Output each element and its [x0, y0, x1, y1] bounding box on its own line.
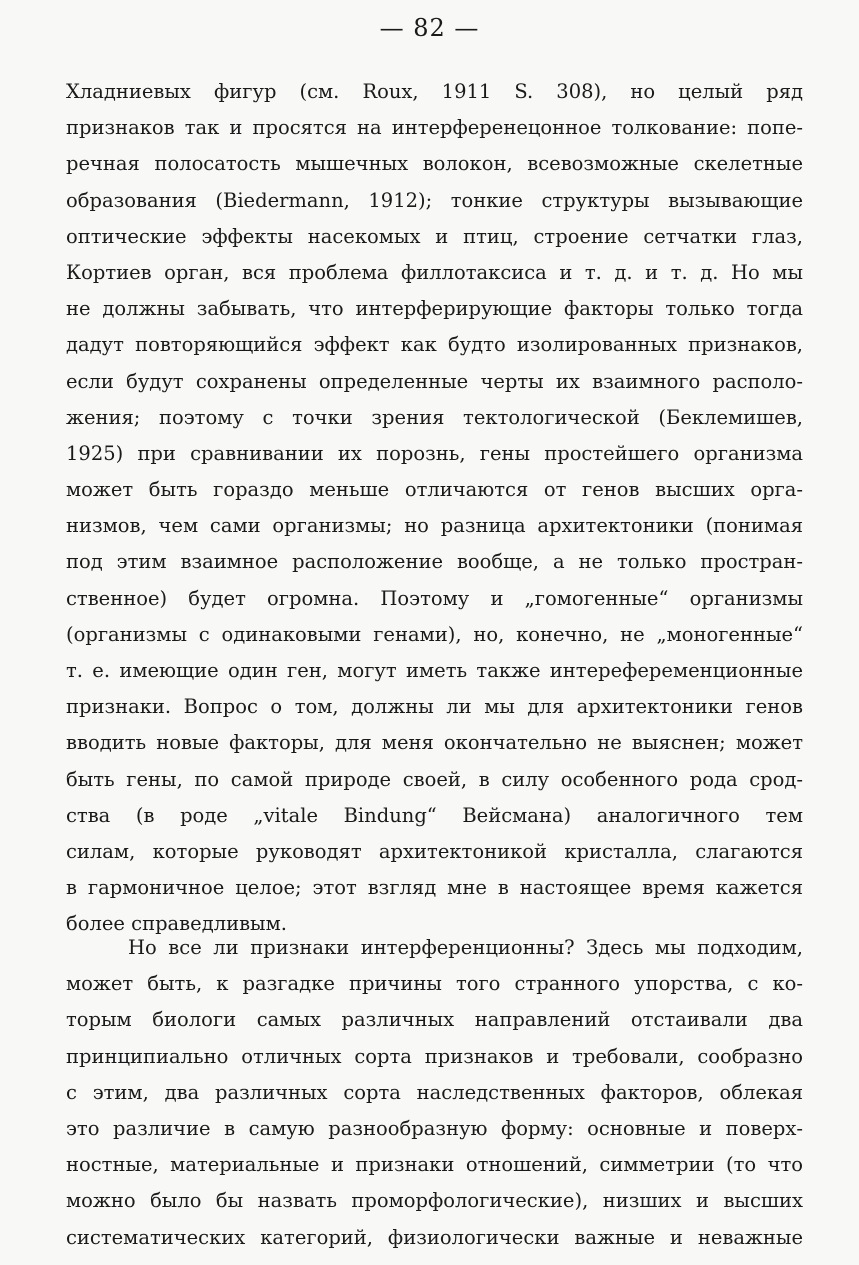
text-line: с этим, два различных сорта наследственных факторов, облекая — [66, 1080, 803, 1104]
paragraph-2 — [66, 930, 803, 1256]
paragraph-1 — [66, 74, 803, 943]
text-line: под этим взаимное расположение вообще, а не только простран- — [66, 550, 803, 574]
text-line: ственное) будет огромна. Поэтому и „гомогенные“ организмы — [66, 586, 803, 610]
text-line: если будут сохранены определенные черты их взаимного располо- — [66, 369, 803, 393]
text-line: образования (Biedermann, 1912); тонкие структуры вызывающие — [66, 188, 803, 212]
text-line: Кортиев орган, вся проблема филлотаксиса и т. д. и т. д. Но мы — [66, 260, 803, 284]
text-line: в гармоничное целое; этот взгляд мне в настоящее время кажется — [66, 876, 803, 900]
text-line: силам, которые руководят архитектоникой кристалла, слагаются — [66, 839, 803, 863]
text-line: Но все ли признаки интерференционны? Здесь мы подходим, — [128, 936, 803, 959]
text-line: можно было бы назвать проморфологические), низших и высших — [66, 1189, 803, 1213]
text-line: 1925) при сравнивании их порознь, гены простейшего организма — [66, 441, 803, 465]
text-line: ностные, материальные и признаки отношений, симметрии (то что — [66, 1153, 803, 1177]
text-line: (организмы с одинаковыми генами), но, конечно, не „моногенные“ — [66, 622, 803, 646]
text-line: может быть, к разгадке причины того странного упорства, с ко- — [66, 972, 803, 996]
text-line: быть гены, по самой природе своей, в силу особенного рода срод- — [66, 767, 803, 791]
text-line: жения; поэтому с точки зрения тектологической (Беклемишев, — [66, 405, 803, 429]
text-line: вводить новые факторы, для меня окончательно не выяснен; может — [66, 731, 803, 755]
text-line: речная полосатость мышечных волокон, всевозможные скелетные — [66, 152, 803, 176]
text-line: Хладниевых фигур (см. Roux, 1911 S. 308), но целый ряд — [66, 80, 803, 103]
text-line: оптические эффекты насекомых и птиц, строение сетчатки глаз, — [66, 224, 803, 248]
text-line: это различие в самую разнообразную форму: основные и поверх- — [66, 1116, 803, 1140]
page-number: — 82 — — [379, 14, 480, 42]
text-line: может быть гораздо меньше отличаются от генов высших орга- — [66, 478, 803, 502]
text-line: дадут повторяющийся эффект как будто изолированных признаков, — [66, 333, 803, 357]
text-line: признаки. Вопрос о том, должны ли мы для архитектоники генов — [66, 695, 803, 719]
text-line: систематических категорий, физиологически важные и неважные — [66, 1225, 803, 1249]
text-line: не должны забывать, что интерферирующие факторы только тогда — [66, 297, 803, 321]
text-line: признаков так и просятся на интерференецонное толкование: попе- — [66, 116, 803, 140]
text-line: торым биологи самых различных направлений отстаивали два — [66, 1008, 803, 1032]
text-line: принципиально отличных сорта признаков и требовали, сообразно — [66, 1044, 803, 1068]
text-line: низмов, чем сами организмы; но разница архитектоники (понимая — [66, 514, 803, 538]
text-line: более справедливым. — [66, 912, 287, 936]
text-line: ства (в роде „vitale Bindung“ Вейсмана) аналогичного тем — [66, 803, 803, 827]
text-line: т. е. имеющие один ген, могут иметь также интерефеременционные — [66, 659, 803, 682]
